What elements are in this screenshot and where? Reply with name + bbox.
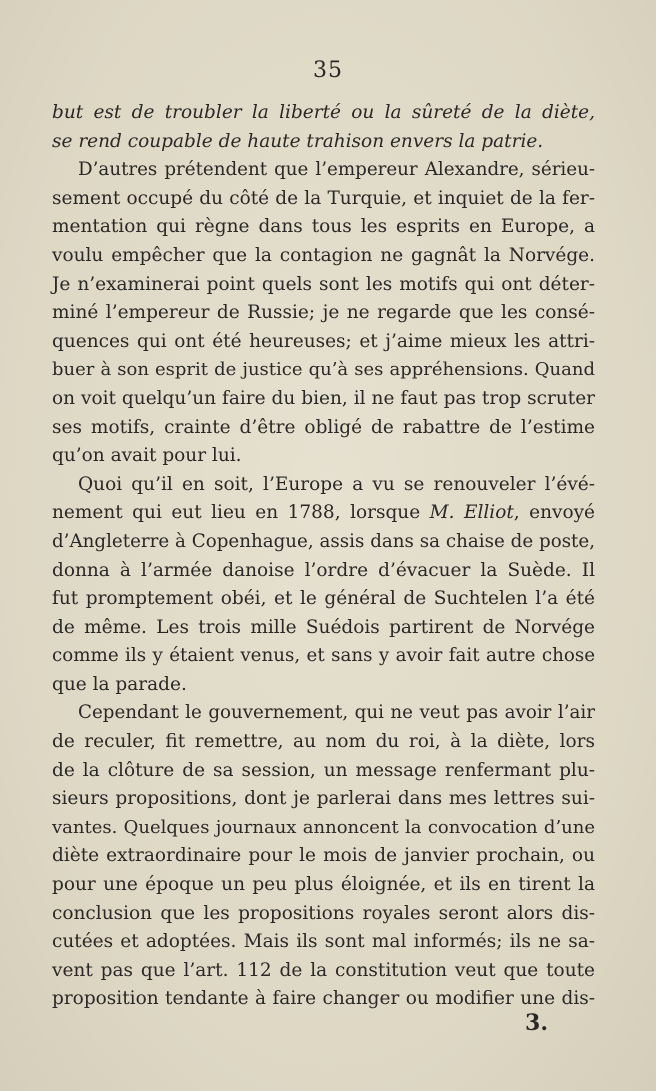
text-line-23: de reculer, fit remettre, au nom du roi, à la diète, lors bbox=[52, 731, 595, 753]
text-line-2: se rend coupable de haute trahison envers la patrie. bbox=[52, 130, 544, 152]
text-line-20: comme ils y étaient venus, et sans y avoir fait autre chose bbox=[52, 645, 595, 667]
text-line-31: vent pas que l’art. 112 de la constitution veut que toute bbox=[52, 959, 595, 981]
text-line-11: on voit quelqu’un faire du bien, il ne faut pas trop scruter bbox=[52, 387, 595, 409]
text-line-14: Quoi qu’il en soit, l’Europe a vu se renouveler l’évé- bbox=[78, 473, 595, 495]
paragraph-4 bbox=[52, 699, 595, 1014]
text-line-13: qu’on avait pour lui. bbox=[52, 445, 242, 467]
paragraph-1 bbox=[52, 99, 595, 156]
text-line-25: sieurs propositions, dont je parlerai dans mes lettres sui- bbox=[52, 788, 595, 810]
text-line-32: proposition tendante à faire changer ou modifier une dis- bbox=[52, 988, 595, 1010]
text-line-15-name: M. Elliot bbox=[429, 502, 514, 524]
text-line-24: de la clôture de sa session, un message renfermant plu- bbox=[52, 759, 595, 781]
text-line-10: buer à son esprit de justice qu’à ses appréhensions. Quand bbox=[52, 359, 595, 381]
text-line-5: mentation qui règne dans tous les esprits en Europe, a bbox=[52, 216, 595, 238]
paragraph-3 bbox=[52, 471, 595, 700]
text-line-29: conclusion que les propositions royales seront alors dis- bbox=[52, 902, 595, 924]
text-line-22: Cependant le gouvernement, qui ne veut pas avoir l’air bbox=[78, 702, 595, 724]
text-line-16: d’Angleterre à Copenhague, assis dans sa chaise de poste, bbox=[52, 530, 595, 552]
paragraph-2 bbox=[52, 156, 595, 471]
text-line-8: miné l’empereur de Russie; je ne regarde que les consé- bbox=[52, 302, 595, 324]
text-line-15 bbox=[52, 499, 595, 528]
text-line-30: cutées et adoptées. Mais ils sont mal informés; ils ne sa- bbox=[52, 931, 595, 953]
text-line-27: diète extraordinaire pour le mois de janvier prochain, ou bbox=[52, 845, 595, 867]
text-line-1: but est de troubler la liberté ou la sûreté de la diète, bbox=[52, 102, 595, 123]
text-line-3: D’autres prétendent que l’empereur Alexandre, sérieu- bbox=[78, 159, 595, 181]
text-line-21: que la parade. bbox=[52, 673, 187, 695]
text-line-4: sement occupé du côté de la Turquie, et inquiet de la fer- bbox=[52, 187, 595, 209]
text-line-19: de même. Les trois mille Suédois partirent de Norvége bbox=[52, 616, 595, 638]
text-line-28: pour une époque un peu plus éloignée, et ils en tirent la bbox=[52, 874, 595, 896]
text-line-15-start: nement qui eut lieu en 1788, lorsque bbox=[52, 502, 421, 524]
text-line-26: vantes. Quelques journaux annoncent la convocation d’une bbox=[52, 816, 595, 838]
text-line-9: quences qui ont été heureuses; et j’aime mieux les attri- bbox=[52, 330, 595, 352]
body-text bbox=[52, 99, 595, 1014]
text-line-18: fut promptement obéi, et le général de Suchtelen l’a été bbox=[52, 588, 595, 610]
text-line-12: ses motifs, crainte d’être obligé de rabattre de l’estime bbox=[52, 416, 595, 438]
signature-mark: 3. bbox=[525, 1010, 548, 1036]
text-line-15-end: , envoyé bbox=[513, 502, 596, 524]
text-line-6: voulu empêcher que la contagion ne gagnât la Norvége. bbox=[52, 244, 595, 266]
text-line-7: Je n’examinerai point quels sont les motifs qui ont déter- bbox=[52, 273, 595, 295]
text-line-17: donna à l’armée danoise l’ordre d’évacuer la Suède. Il bbox=[52, 559, 595, 581]
page-number: 35 bbox=[313, 58, 343, 83]
